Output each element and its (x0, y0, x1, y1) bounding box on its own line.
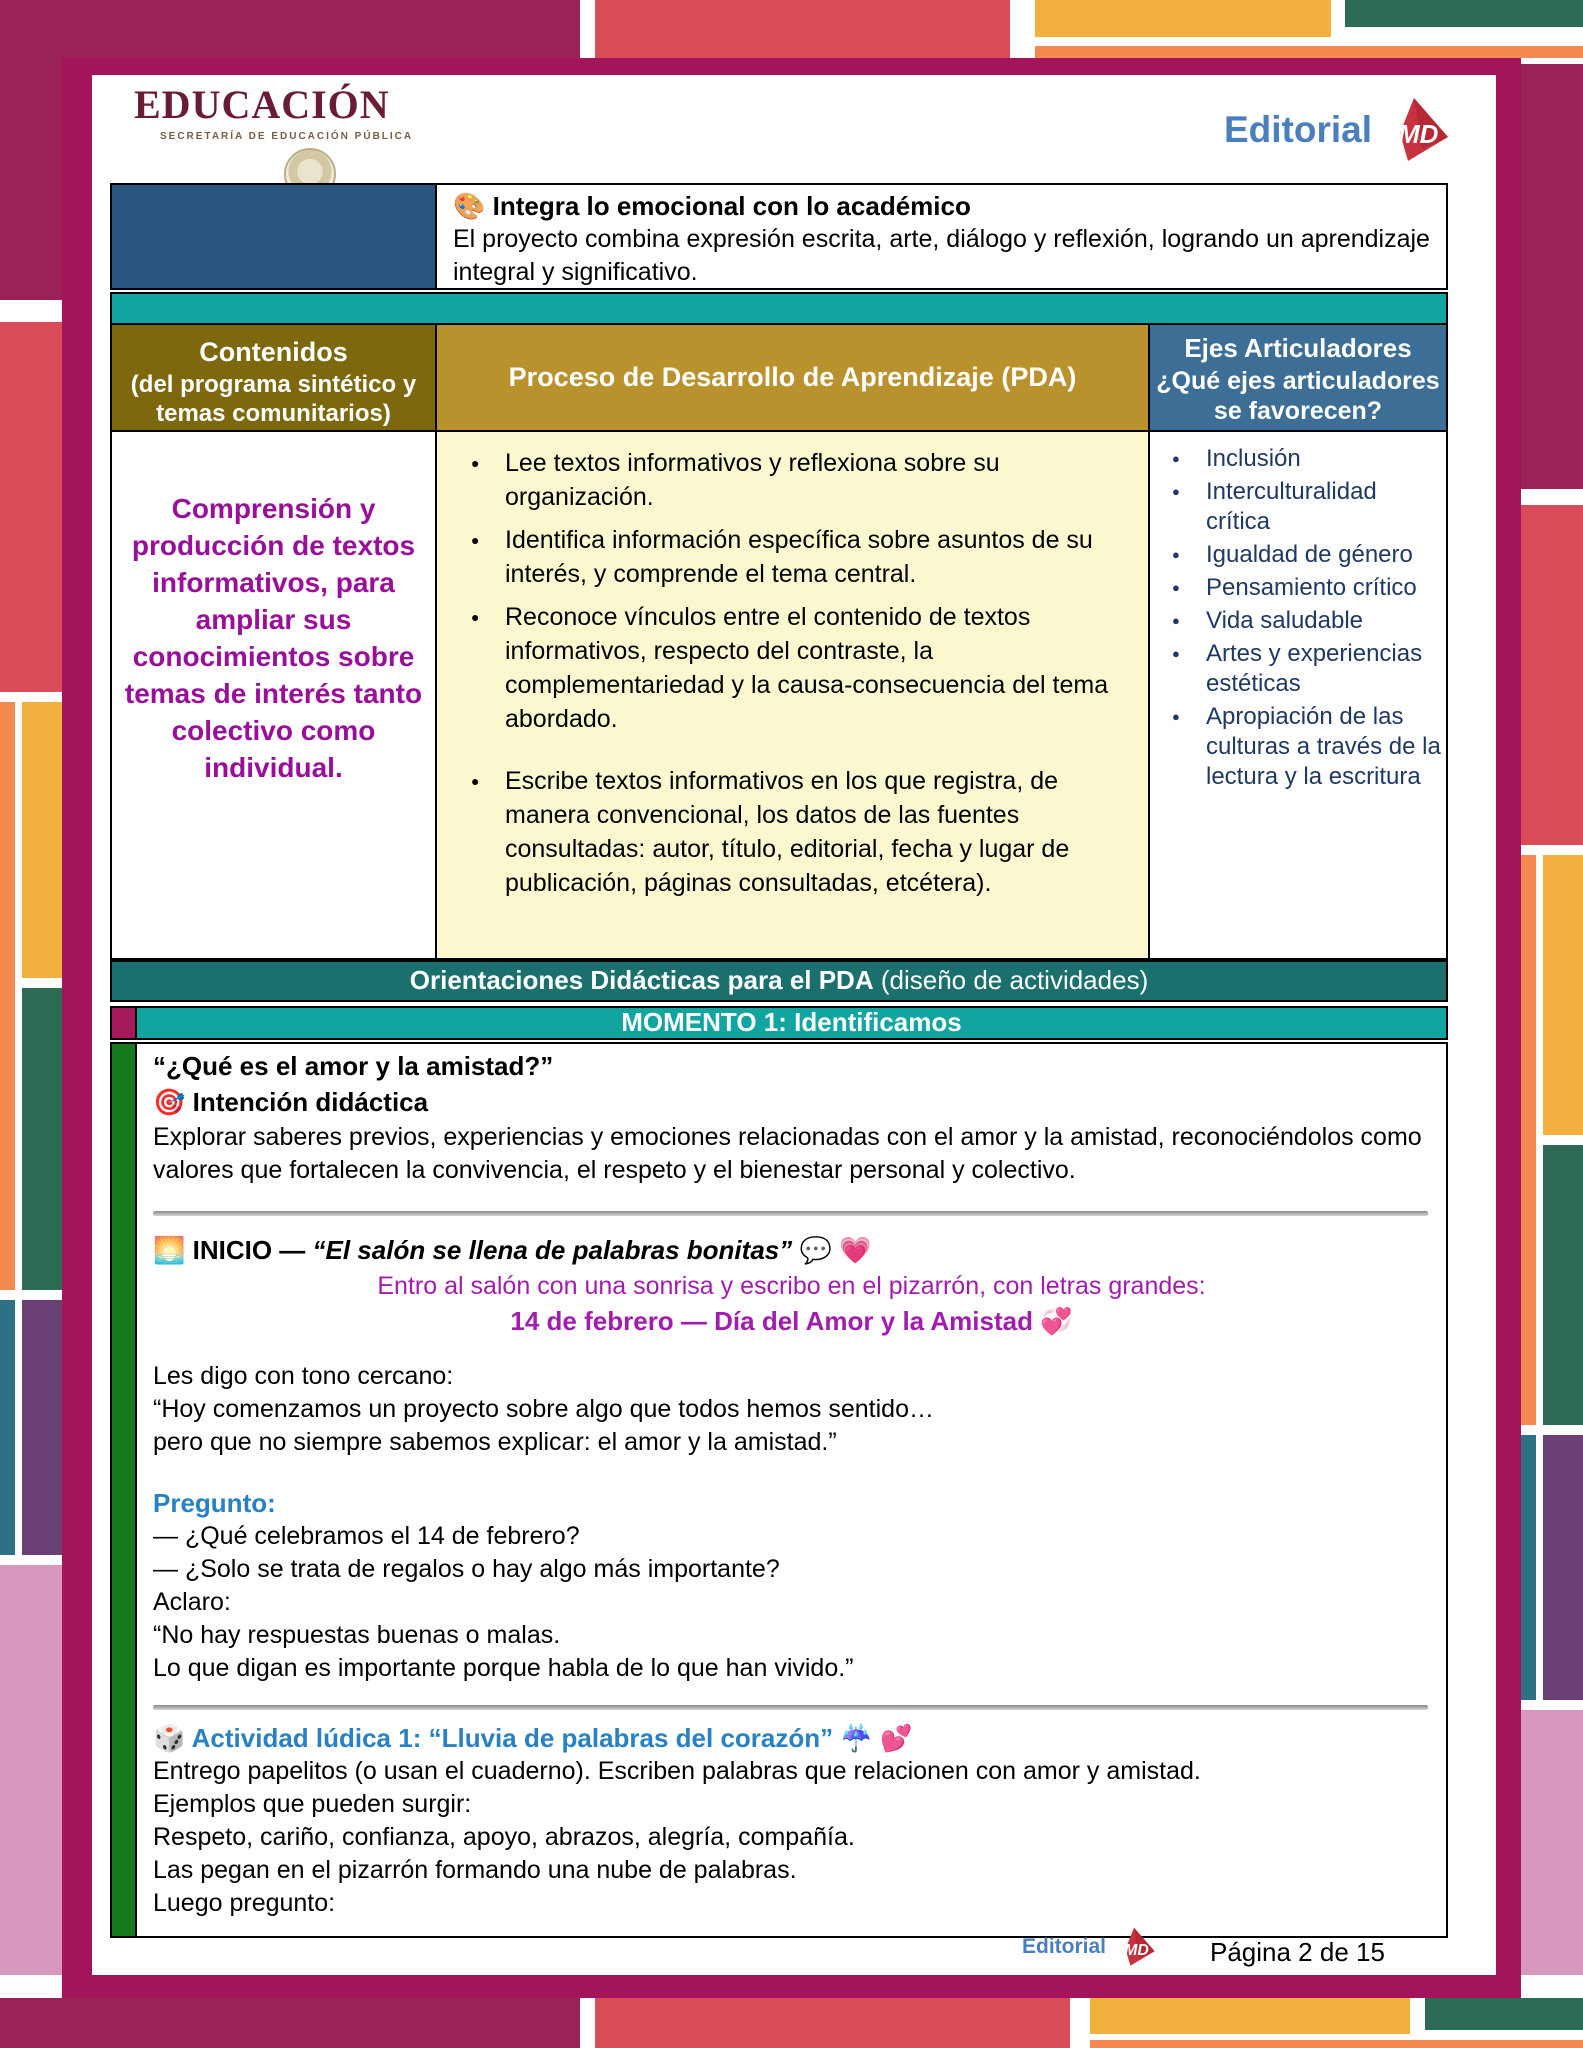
dice-icon: 🎲 (153, 1723, 186, 1753)
text-line: Respeto, cariño, confianza, apoyo, abrazos, alegría, compañía. (153, 1823, 855, 1851)
pregunto-label: Pregunto: (153, 1488, 276, 1518)
contenidos-cell: Comprensión y producción de textos informativos, para ampliar sus conocimientos sobre temas de interés tanto colectivo como individual. (112, 432, 437, 958)
mosaic-tile (0, 1565, 62, 1975)
editorial-md-triangle-icon (1378, 97, 1450, 163)
mosaic-tile (0, 1998, 580, 2048)
header-contenidos-subtitle: (del programa sintético y temas comunitarios) (130, 371, 417, 427)
pda-bullet-list (441, 446, 1142, 900)
actividad-lines (153, 1755, 1430, 1920)
header-contenidos (112, 325, 437, 430)
target-icon: 🎯 (153, 1087, 186, 1117)
list-item: ● Artes y experiencias estéticas (1164, 639, 1444, 699)
green-accent-stripe (112, 1044, 137, 1936)
inicio-paragraph (153, 1360, 1430, 1459)
text-line: pero que no siempre sabemos explicar: el amor y la amistad.” (153, 1428, 837, 1456)
text-line: Luego pregunto: (153, 1889, 336, 1917)
horizontal-divider (153, 1211, 1428, 1216)
highlight-body: El proyecto combina expresión escrita, arte, diálogo y reflexión, logrando un aprendizaje integral y significativo. (453, 225, 1430, 286)
list-item: ● Escribe textos informativos en los que registra, de manera convencional, los datos de las fuentes consultadas: autor, título, editorial, fecha y lugar de publicación, páginas consultadas, etcétera). (463, 764, 1142, 900)
highlight-text-cell (437, 185, 1446, 288)
page-number: Página 2 de 15 (1210, 1937, 1385, 1967)
intencion-body: Explorar saberes previos, experiencias y emociones relacionadas con el amor y la amistad, reconociéndolos como valores que fortalecen la convivencia, el respeto y el bienestar personal y colectivo. (153, 1123, 1422, 1184)
text-line: Les digo con tono cercano: (153, 1362, 454, 1390)
horizontal-divider (153, 1705, 1428, 1710)
orientaciones-banner (110, 960, 1448, 1002)
text-line: “No hay respuestas buenas o malas. (153, 1621, 561, 1649)
mosaic-tile (1035, 46, 1583, 58)
mosaic-tile (22, 988, 62, 1290)
inicio-label: INICIO — (192, 1235, 313, 1265)
sunrise-icon: 🌅 (153, 1235, 186, 1265)
editorial-md-text: Editorial (1022, 1935, 1107, 1958)
ejes-cell (1150, 432, 1446, 958)
mosaic-tile (22, 1300, 62, 1555)
mosaic-tile (595, 1998, 1070, 2048)
mosaic-tile (0, 702, 15, 1290)
list-item: ● Apropiación de las culturas a través de la lectura y la escritura (1164, 702, 1444, 792)
highlight-title-text: Integra lo emocional con lo académico (492, 191, 971, 221)
orientaciones-banner-normal: (diseño de actividades) (873, 965, 1149, 995)
inicio-title: “El salón se llena de palabras bonitas” (312, 1235, 793, 1265)
text-line: Lo que digan es importante porque habla de lo que han vivido.” (153, 1654, 854, 1682)
mosaic-tile (0, 322, 62, 692)
list-item: ● Identifica información específica sobre asuntos de su interés, y comprende el tema central. (463, 523, 1142, 591)
editorial-md-text: Editorial (1223, 109, 1372, 150)
actividad-heading (153, 1722, 1430, 1755)
list-item: ● Interculturalidad crítica (1164, 477, 1444, 537)
mosaic-tile (1521, 64, 1583, 489)
inicio-center-line2 (153, 1305, 1430, 1338)
content-cell (137, 1044, 1446, 1936)
teal-separator-bar (110, 292, 1448, 325)
inicio-heading (153, 1234, 1430, 1267)
mosaic-tile (1543, 1435, 1583, 1700)
pregunto-lines (153, 1520, 1430, 1685)
momento-accent-cell (112, 1008, 137, 1038)
text-line: Las pegan en el pizarrón formando una nube de palabras. (153, 1856, 797, 1884)
mosaic-tile (1090, 2040, 1583, 2048)
header-contenidos-title: Contenidos (199, 337, 348, 367)
text-line: “Hoy comenzamos un proyecto sobre algo que todos hemos sentido… (153, 1395, 934, 1423)
actividad-label: Actividad lúdica 1: “Lluvia de palabras del corazón” (191, 1723, 834, 1753)
mosaic-tile (1090, 1998, 1410, 2034)
header-pda: Proceso de Desarrollo de Aprendizaje (PDA) (437, 325, 1150, 430)
text-line: Entrego papelitos (o usan el cuaderno). Escriben palabras que relacionen con amor y amistad. (153, 1757, 1201, 1785)
mosaic-tile (0, 1300, 15, 1555)
text-line: — ¿Solo se trata de regalos o hay algo más importante? (153, 1555, 780, 1583)
mosaic-tile (1543, 1145, 1583, 1425)
mosaic-tile (22, 702, 62, 978)
list-item: ● Pensamiento crítico (1164, 573, 1444, 603)
table-body-row (110, 432, 1448, 960)
mosaic-tile (1521, 505, 1583, 845)
mosaic-tile (1345, 0, 1583, 27)
table-header-row (110, 325, 1448, 432)
mosaic-tile (1035, 0, 1331, 37)
sep-logo-title: EDUCACIÓN (134, 82, 390, 127)
orientaciones-banner-bold: Orientaciones Didácticas para el PDA (409, 965, 874, 995)
inicio-center-line1: Entro al salón con una sonrisa y escribo en el pizarrón, con letras grandes: (377, 1272, 1206, 1300)
umbrella-hearts-icons: ☔ 💕 (840, 1723, 913, 1753)
momento-row (110, 1006, 1448, 1040)
text-line: — ¿Qué celebramos el 14 de febrero? (153, 1522, 580, 1550)
mosaic-tile (1521, 1710, 1583, 1975)
list-item: ● Inclusión (1164, 444, 1444, 474)
intencion-heading (153, 1086, 1430, 1119)
text-line: Ejemplos que pueden surgir: (153, 1790, 472, 1818)
palette-icon: 🎨 (453, 191, 486, 221)
header-ejes (1150, 325, 1446, 430)
editorial-md-logo (1224, 97, 1450, 163)
text-line: Aclaro: (153, 1588, 231, 1616)
mosaic-tile (1521, 1435, 1536, 1700)
pda-cell (437, 432, 1150, 958)
svg-text:MD: MD (1398, 119, 1439, 149)
ejes-bullet-list (1150, 444, 1444, 792)
mosaic-tile (1425, 1998, 1583, 2030)
highlight-title (453, 190, 1432, 223)
question-title: “¿Qué es el amor y la amistad?” (153, 1051, 554, 1081)
speech-heart-icons: 💬 💗 (799, 1235, 872, 1265)
svg-text:MD: MD (1124, 1941, 1149, 1959)
intencion-label: Intención didáctica (192, 1087, 429, 1117)
inicio-date-text: 14 de febrero — Día del Amor y la Amistad (510, 1306, 1033, 1336)
mosaic-tile (1521, 855, 1536, 1425)
highlight-blue-cell (112, 185, 437, 288)
editorial-md-triangle-icon (1112, 1927, 1156, 1967)
highlight-row (110, 183, 1448, 290)
header-ejes-subtitle: ¿Qué ejes articuladores se favorecen? (1156, 367, 1440, 425)
header-ejes-title: Ejes Articuladores (1184, 333, 1412, 363)
page (92, 75, 1496, 1975)
list-item: ● Lee textos informativos y reflexiona sobre su organización. (463, 446, 1142, 514)
editorial-md-logo-footer (1022, 1927, 1156, 1967)
momento-banner: MOMENTO 1: Identificamos (137, 1008, 1446, 1038)
content-row (110, 1042, 1448, 1938)
mosaic-tile (1543, 855, 1583, 1135)
revolving-hearts-icon: 💞 (1040, 1306, 1073, 1336)
sep-logo-subtitle: SECRETARÍA DE EDUCACIÓN PÚBLICA (160, 131, 414, 142)
list-item: ● Reconoce vínculos entre el contenido de textos informativos, respecto del contraste, la complementariedad y la causa-consecuencia del tema abordado. (463, 600, 1142, 736)
list-item: ● Igualdad de género (1164, 540, 1444, 570)
list-item: ● Vida saludable (1164, 606, 1444, 636)
